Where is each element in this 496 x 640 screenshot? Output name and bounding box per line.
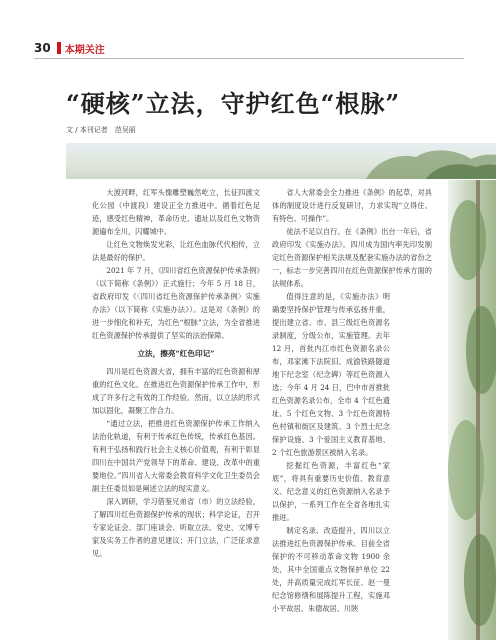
paragraph: 2021 年 7 月，《四川省红色资源保护传承条例》（以下简称《条例》）正式施行；今年 5 月 18 日，省政府印发《〈四川省红色资源保护传承条例〉实施办法》（以下简称《实施办法》）。这是对《条例》的进一步细化和补充，为红色“根脉”立法，为全省推进红色资源保护传承提供了坚实的法治保障。 [92, 266, 260, 340]
tree-foliage-image [448, 180, 496, 640]
article-column-right [272, 186, 432, 615]
paragraph: 挖掘红色资源，丰富红色“家底”，将具有重要历史价值、教育意义、纪念意义的红色资源纳入名录予以保护，一系列工作在全省各地扎实推进。 [272, 461, 390, 522]
section-marker [57, 42, 61, 54]
paragraph: 四川是红色资源大省，拥有丰富的红色资源和厚重的红色文化。在推进红色资源保护传承工作中，形成了许多行之有效的工作经验。然而，以立法的形式加以固化，凝聚工作合力。 [92, 367, 260, 415]
paragraph: 值得注意的是，《实施办法》明确要坚持保护管理与传承弘扬并重，提出建立省、市、县三级红色资源名录制度，分级公布，实施管理。去年 12 月，首批内江市红色资源名录公布，邓家滩下法院旧、成渝铁路隧道地下纪念室（纪念碑）等红色资源入选；今年 4 月 24 日，巴中市首推批红色资源名录公布，全市 4 个红色遗址、5 个红色文物、3 个红色资源特色村镇和街区及建筑、3 个烈士纪念保护设施、3 个爱国主义教育基地、2 个红色旅游景区被纳入名录。 [272, 292, 390, 457]
subheading: 立法，擦亮“红色印记” [137, 349, 215, 358]
paragraph: 制定名录、改造提升，四川以立法推进红色资源保护传承。目前全省保护的不可移动革命文物 1900 余处，其中全国重点文物保护单位 22 处，并高质量完成红军长征、赵一曼纪念馆修缮和展陈提升工程，实施邓小平故居、朱德故居、川陕 [272, 526, 390, 613]
article-column-left [92, 186, 260, 560]
page-number: 30 [34, 41, 51, 55]
article-byline: 文 / 本刊记者 范吴丽 [66, 126, 136, 134]
paragraph: 大渡河畔，红军头像雕塑巍然屹立，长征四渡文化公园（中渡段）建设正全力推进中。循着红色足迹，感受红色精神，革命历史、遗址以及红色文物资源遍布全川，闪耀城中。 [92, 188, 260, 236]
paragraph: 省人大常委会全力推进《条例》的起草，对具体的制度设计进行反复研讨，力求实现“立得住、有特色、可操作”。 [272, 188, 432, 223]
header-photo [66, 143, 496, 179]
paragraph: 让红色文物焕发光彩，让红色血脉代代相传，立法是最好的保护。 [92, 240, 260, 262]
side-tree-image [448, 180, 496, 640]
paragraph: 深入调研，学习借鉴兄弟省（市）的立法经验，了解四川红色资源保护传承的现状；科学论证，召开专家论证会、部门座谈会、听取立法、党史、文博专家及实务工作者的意见建议；开门立法，广泛征求意见。 [92, 497, 260, 558]
header-divider [34, 58, 464, 59]
page-header [34, 40, 105, 56]
paragraph: 徒法不足以自行。在《条例》出台一年后，省政府印发《实施办法》。四川成为国内率先印发制定红色资源保护相关法规及配套实施办法的省份之一，标志一步完善四川在红色资源保护传承方面的法规体系。 [272, 227, 432, 288]
tree-canopy-image [66, 143, 496, 179]
section-label: 本期关注 [64, 44, 105, 56]
article-title: “硬核”立法，守护红色“根脉” [66, 89, 401, 118]
paragraph: “通过立法，把推进红色资源保护传承工作纳入法治化轨道，有利于传承红色传统，传承红色基因。有利于弘扬和践行社会主义核心价值观，有利于彰显四川在中国共产党领导下的革命、建设、改革中的重要地位。”四川省人大常委会教育科学文化卫生委员会副主任委员如是阐述立法的现实意义。 [92, 419, 260, 493]
